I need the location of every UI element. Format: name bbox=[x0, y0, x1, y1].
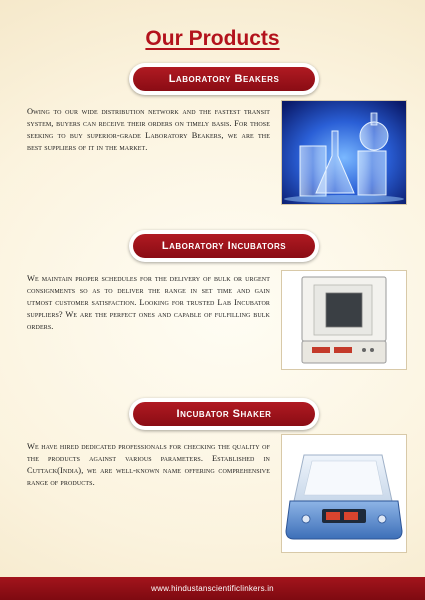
section-banner-incubators bbox=[129, 230, 319, 262]
beakers-photo-icon bbox=[281, 100, 407, 205]
section-banner-shaker bbox=[129, 398, 319, 430]
section-heading-shaker: Incubator Shaker bbox=[133, 402, 315, 426]
incubator-photo-icon bbox=[281, 270, 407, 370]
section-text-incubators: We maintain proper schedules for the delivery of bulk or urgent consignments so as to deliver the range in set time and gain utmost customer satisfaction. Looking for trusted Lab Incubator suppliers? We are the perfect ones and capable of fulfilling bulk orders. bbox=[27, 274, 270, 331]
section-heading-beakers: Laboratory Beakers bbox=[133, 67, 315, 91]
shaker-photo-icon bbox=[281, 434, 407, 553]
footer-bar bbox=[0, 577, 425, 600]
section-heading-incubators: Laboratory Incubators bbox=[133, 234, 315, 258]
section-text-beakers: Owing to our wide distribution network and the fastest transit system, buyers can receive their orders on timely basis. For those seeking to buy superior-grade Laboratory Beakers, we are the best suppliers of it in the market. bbox=[27, 107, 270, 152]
section-banner-beakers bbox=[129, 63, 319, 95]
footer-website-link[interactable]: www.hindustanscientificlinkers.in bbox=[151, 584, 274, 593]
section-text-shaker: We have hired dedicated professionals for checking the quality of the products against various parameters. Established in Cuttack(India), we are well-known name offering comprehensive range of products. bbox=[27, 442, 270, 487]
page-title: Our Products bbox=[145, 27, 280, 50]
